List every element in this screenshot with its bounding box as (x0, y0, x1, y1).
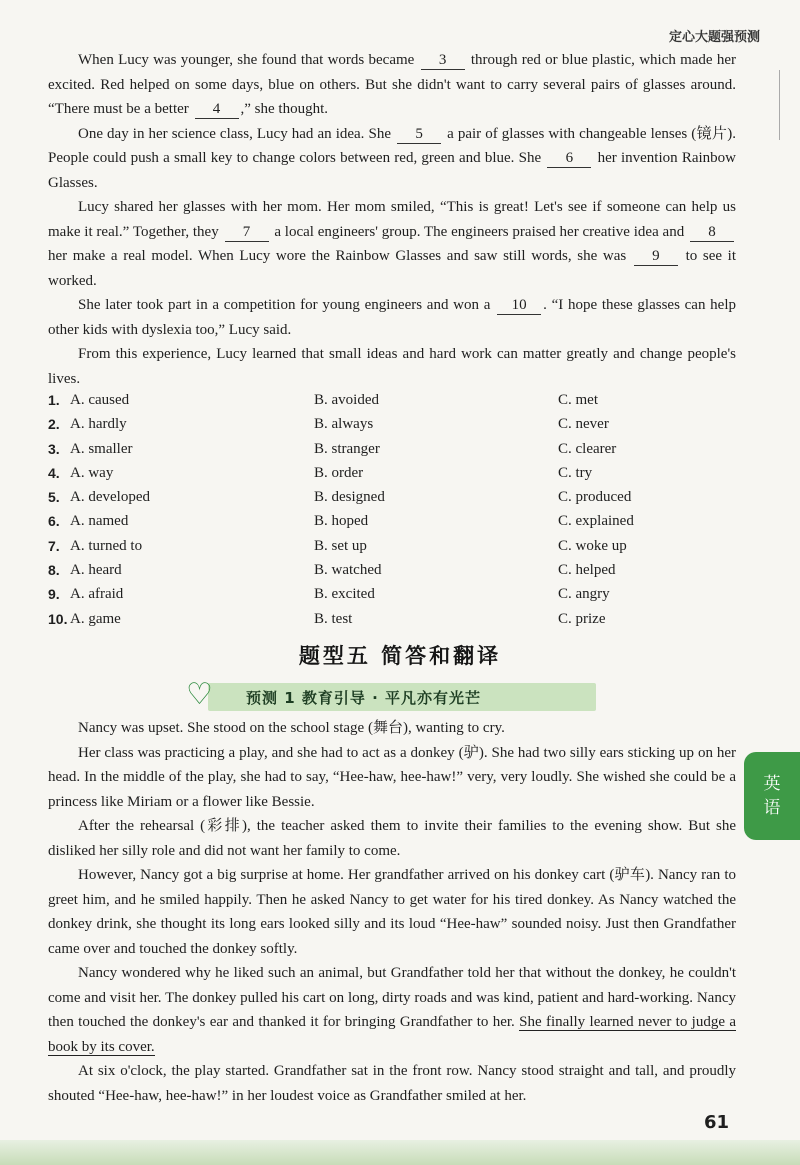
question-number: 8. (48, 562, 60, 579)
option-b: B. hoped (314, 513, 369, 530)
text: ,” she thought. (240, 101, 329, 117)
option-row (48, 416, 748, 440)
option-a: A. afraid (70, 586, 124, 603)
text: Lucy shared her glasses with her mom. Her mom smiled, “This is great! Let's see if someone can help us make it real.” Together, they (48, 199, 736, 240)
option-row (48, 538, 748, 562)
option-b: B. set up (314, 537, 367, 554)
blank: 8 (690, 224, 734, 242)
blank: 4 (195, 101, 239, 119)
option-row (48, 586, 748, 610)
question-number: 4. (48, 464, 60, 481)
option-b: B. watched (314, 562, 382, 579)
option-row (48, 441, 748, 465)
blank: 7 (225, 224, 269, 242)
option-row (48, 513, 748, 537)
subject-tab-line1: 英 (763, 774, 781, 794)
text: Nancy wondered why he liked such an animal, but Grandfather told her that without the donkey, he couldn't come and visit her. The donkey pulled his cart on long, dirty roads and was kind, patient and hard-working. Nancy then touched the donkey's ear and thanked it for bringing Grandfather to her. (48, 965, 736, 1030)
option-a: A. heard (70, 562, 122, 579)
text: her invention Rainbow Glasses. (48, 150, 737, 191)
option-row (48, 489, 748, 513)
text: to see it worked. (48, 248, 737, 289)
question-number: 3. (48, 440, 60, 457)
section-title: 题型五 简答和翻译 (298, 644, 502, 668)
text: her make a real model. When Lucy wore the Rainbow Glasses and saw still words, she was (48, 248, 627, 264)
option-b: B. order (314, 464, 364, 481)
blank: 5 (397, 126, 441, 144)
paragraph: After the rehearsal (彩排), the teacher asked them to invite their families to the evening show. But she disliked her silly role and did not want her family to come. (48, 818, 736, 859)
question-number: 2. (48, 416, 60, 433)
heart-icon: ♡ (186, 677, 213, 712)
question-number: 5. (48, 489, 60, 506)
option-c: C. woke up (558, 537, 627, 554)
page-number: 61 (704, 1112, 730, 1133)
option-a: A. named (70, 513, 129, 530)
option-a: A. way (70, 464, 114, 481)
option-c: C. produced (558, 489, 632, 506)
question-number: 10. (48, 610, 68, 627)
paragraph (48, 122, 736, 196)
option-a: A. smaller (70, 440, 133, 457)
text: When Lucy was younger, she found that words became (78, 52, 415, 68)
option-row (48, 465, 748, 489)
subject-tab (744, 752, 800, 840)
question-number: 9. (48, 586, 60, 603)
option-a: A. game (70, 610, 121, 627)
prediction-banner (186, 677, 596, 712)
banner-label: 预测 1 教育引导 · 平凡亦有光芒 (246, 689, 482, 707)
blank: 3 (421, 52, 465, 70)
option-b: B. stranger (314, 440, 380, 457)
text: One day in her science class, Lucy had an idea. She (78, 125, 391, 142)
option-row (48, 392, 748, 416)
blank: 10 (497, 297, 541, 315)
passage-cloze (48, 48, 736, 391)
margin-line (779, 70, 780, 140)
paragraph: Nancy was upset. She stood on the school stage (舞台), wanting to cry. (78, 720, 505, 736)
paragraph (48, 48, 736, 122)
option-c: C. angry (558, 586, 610, 603)
bottom-decoration (0, 1140, 800, 1165)
subject-tab-line2: 语 (763, 798, 781, 818)
text: a pair of glasses with changeable lenses (镜片). People could push a small key to change colors between red, green and blue. She (48, 125, 736, 166)
option-b: B. avoided (314, 392, 379, 408)
option-b: B. always (314, 416, 374, 433)
option-a: A. hardly (70, 416, 127, 433)
option-row (48, 611, 748, 635)
option-c: C. try (558, 464, 593, 481)
question-number: 7. (48, 537, 60, 554)
text: . “I hope these glasses can help other kids with dyslexia too,” Lucy said. (48, 297, 736, 338)
option-b: B. excited (314, 586, 375, 603)
option-a: A. developed (70, 489, 150, 506)
option-b: B. designed (314, 489, 385, 506)
option-row (48, 562, 748, 586)
option-c: C. explained (558, 513, 634, 530)
paragraph: At six o'clock, the play started. Grandfather sat in the front row. Nancy stood straight and tall, and proudly shouted “Hee-haw, hee-haw!” in her loudest voice as Grandfather smiled at her. (48, 1063, 736, 1104)
blank: 9 (634, 248, 678, 266)
option-c: C. prize (558, 610, 606, 627)
option-b: B. test (314, 610, 353, 627)
paragraph: However, Nancy got a big surprise at home. Her grandfather arrived on his donkey cart (驴车). Nancy ran to greet him, and he smiled happily. Then he asked Nancy to get water for his tired donkey. As Nancy watched the donkey drink, she thought its long ears looked silly and its loud “Hee-haw” sounded noisy. Just then Grandfather came over and touched the donkey softly. (48, 867, 736, 957)
option-a: A. turned to (70, 537, 143, 554)
paragraph (48, 293, 736, 342)
text: a local engineers' group. The engineers praised her creative idea and (274, 223, 685, 240)
option-c: C. helped (558, 562, 616, 579)
page-header-title: 定心大题强预测 (668, 30, 760, 45)
text: She later took part in a competition for young engineers and won a (78, 297, 491, 313)
paragraph (48, 195, 736, 293)
paragraph: Her class was practicing a play, and she had to act as a donkey (驴). She had two silly ears sticking up on her head. In the middle of the play, she had to say, “Hee-haw, hee-haw!” very, very loudly. She wished she could be a princess like Miriam or a flower like Bessie. (48, 744, 736, 810)
option-c: C. never (558, 416, 609, 433)
answer-options (48, 392, 748, 635)
passage-reading (48, 716, 736, 1108)
blank: 6 (547, 150, 591, 168)
text: through red or blue plastic, which made her excited. Red helped on some days, blue on others. But she didn't want to carry several pairs of glasses around. “There must be a better (48, 52, 737, 117)
paragraph (48, 961, 736, 1059)
question-number: 1. (48, 392, 60, 408)
option-a: A. caused (70, 392, 130, 408)
option-c: C. clearer (558, 440, 617, 457)
question-number: 6. (48, 513, 60, 530)
paragraph: From this experience, Lucy learned that small ideas and hard work can matter greatly and change people's lives. (48, 346, 736, 387)
option-c: C. met (558, 392, 598, 408)
underlined-sentence: She finally learned never to judge a book by its cover. (48, 1014, 737, 1055)
